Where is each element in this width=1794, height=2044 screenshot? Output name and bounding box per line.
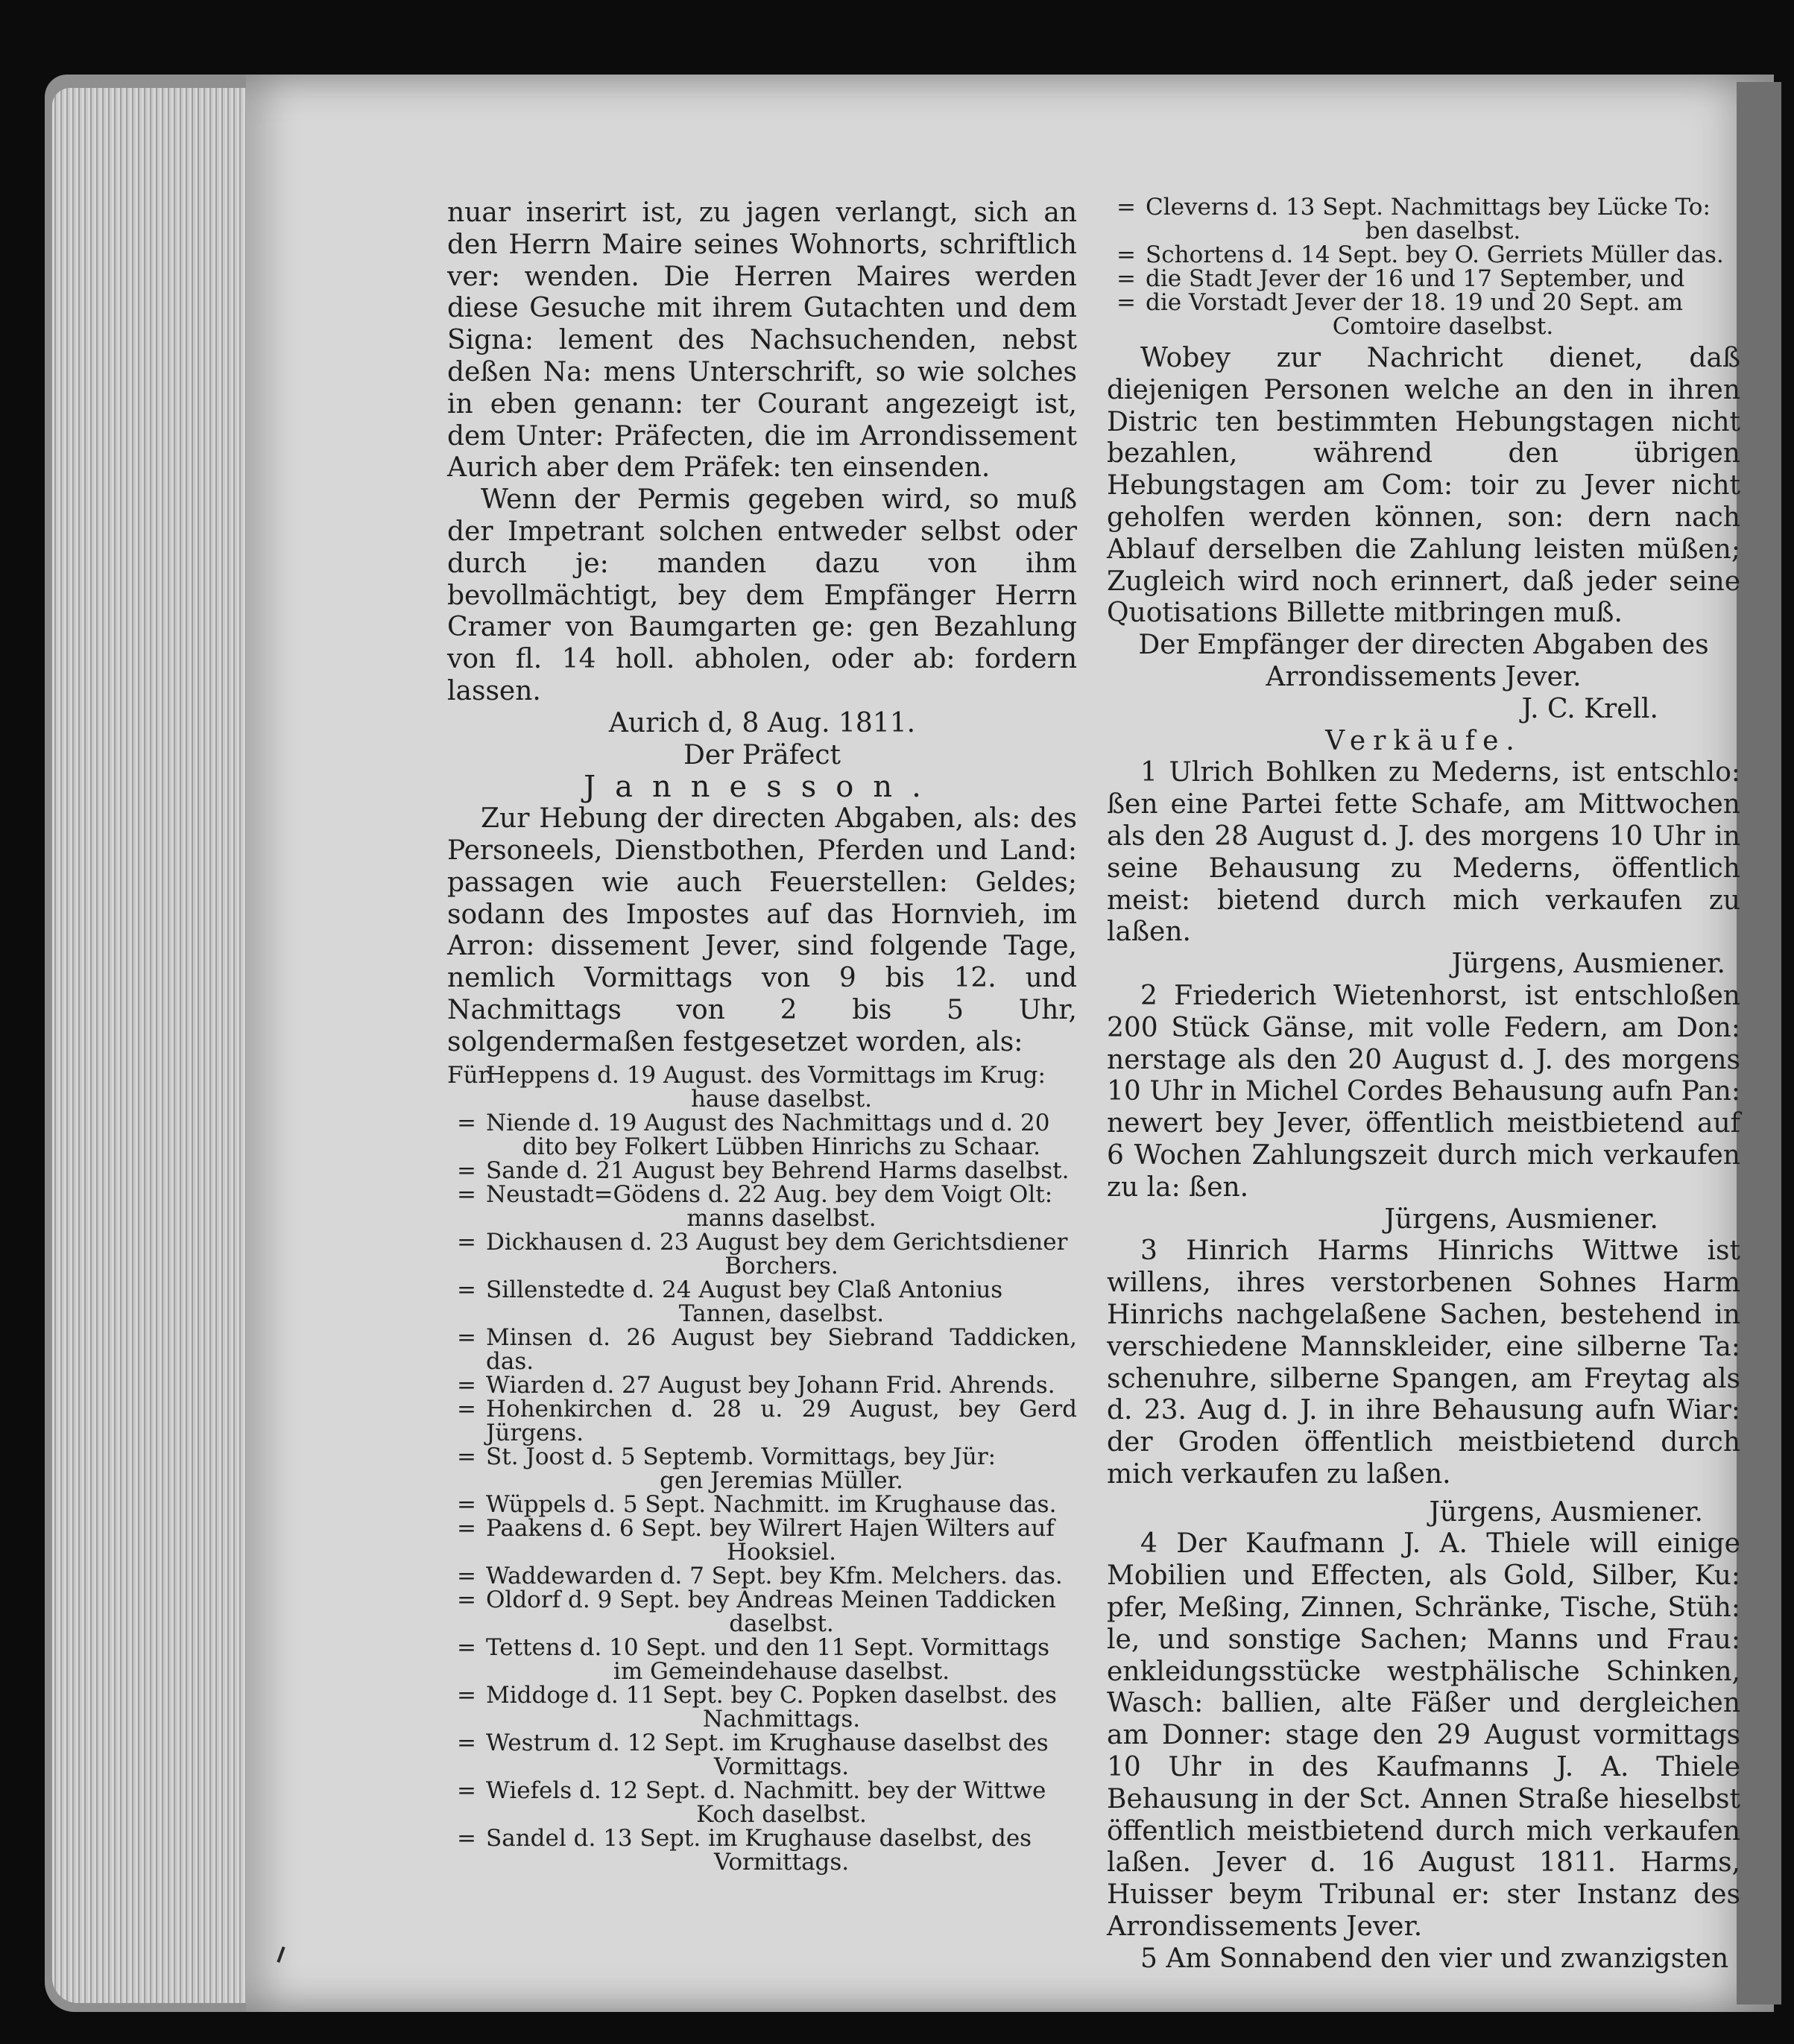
- sales-heading: Verkäufe.: [1325, 725, 1522, 756]
- schedule-text: Paakens d. 6 Sept. bey Wilrert Hajen Wilters auf: [486, 1514, 1055, 1542]
- schedule-text: Hohenkirchen d. 28 u. 29 August, bey Gerd Jürgens.: [486, 1395, 1077, 1446]
- schedule-bullet: =: [457, 1371, 476, 1399]
- schedule-bullet: =: [457, 1276, 476, 1303]
- schedule-entry: [447, 1731, 1077, 1779]
- schedule-bullet: =: [457, 1323, 476, 1351]
- schedule-continuation: Comtoire daselbst.: [1332, 313, 1554, 340]
- schedule-bullet: =: [457, 1633, 476, 1661]
- schedule-entry: [447, 1373, 1077, 1397]
- receiver-signature: J. C. Krell.: [1521, 693, 1658, 724]
- schedule-bullet: =: [457, 1514, 476, 1542]
- schedule-bullet: =: [457, 1109, 476, 1136]
- schedule-text: Tettens d. 10 Sept. und den 11 Sept. Vormittags: [486, 1633, 1050, 1661]
- schedule-entry: [447, 1063, 1077, 1111]
- schedule-entry: [447, 1159, 1077, 1183]
- schedule-entry: [447, 1230, 1077, 1278]
- schedule-text: die Stadt Jever der 16 und 17 September, und: [1146, 265, 1685, 292]
- prefect-signature: Jannesson.: [584, 770, 941, 805]
- schedule-text: Oldorf d. 9 Sept. bey Andreas Meinen Taddicken: [486, 1586, 1056, 1613]
- sale-ad-3: 3 Hinrich Harms Hinrichs Wittwe ist willens, ihres verstorbenen Sohnes Harm Hinrichs nachgelaßene Sachen, bestehend in verschiedene Mannskleider, eine silberne Ta: schenuhre, silberne Spangen, am Freytag als d. 23. Aug d. J. in ihre Behausung aufn Wiar: der Groden öffentlich meistbietend durch mich verkaufen zu laßen.: [1107, 1235, 1740, 1490]
- schedule-text: Heppens d. 19 August. des Vormittags im Krug:: [486, 1061, 1046, 1089]
- schedule-entry: [447, 1683, 1077, 1731]
- collection-schedule: [447, 1063, 1077, 1874]
- schedule-continuation: Vormittags.: [713, 1848, 850, 1876]
- tax-notice: Zur Hebung der directen Abgaben, als: des Personeels, Dienstbothen, Pferden und Land: passagen wie auch Feuerstellen: Geldes; sodann des Impostes auf das Hornvieh, im Arron: dissement Jever, sind folgende Tage, nemlich Vormittags von 9 bis 12. und Nachmittags von 2 bis 5 Uhr, solgendermaßen festgesetzet worden, als:: [447, 803, 1077, 1057]
- schedule-entry: [447, 1397, 1077, 1445]
- sale-ad-1: 1 Ulrich Bohlken zu Mederns, ist entschlo: ßen eine Partei fette Schafe, am Mittwochen als den 28 August d. J. des morgens 10 Uhr in seine Behausung zu Mederns, öffentlich meist: bietend durch mich verkaufen zu laßen.: [1107, 757, 1740, 948]
- schedule-text: Middoge d. 11 Sept. bey C. Popken daselbst. des: [486, 1681, 1057, 1709]
- permit-paragraph: nuar inserirt ist, zu jagen verlangt, sich an den Herrn Maire seines Wohnorts, schriftlich ver: wenden. Die Herren Maires werden diese Gesuche mit ihrem Gutachten und dem Signa: lement des Nachsuchenden, nebst deßen Na: mens Unterschrift, so wie solches in eben genann: ter Courant angezeigt ist, dem Unter: Präfecten, die im Arrondissement Aurich aber dem Präfek: ten einsenden.: [447, 197, 1077, 484]
- schedule-text: Wiarden d. 27 August bey Johann Frid. Ahrends.: [486, 1371, 1055, 1399]
- schedule-entry: [447, 1323, 1077, 1375]
- auctioneer-signature: Jürgens, Ausmiener.: [1429, 1496, 1703, 1528]
- schedule-bullet: =: [1116, 265, 1136, 292]
- schedule-continuation: dito bey Folkert Lübben Hinrichs zu Schaar.: [522, 1133, 1041, 1160]
- schedule-text: Niende d. 19 August des Nachmittags und d. 20: [486, 1109, 1050, 1136]
- collection-schedule-continued: [1107, 195, 1740, 338]
- schedule-entry: [447, 1445, 1077, 1493]
- schedule-entry: [1107, 291, 1740, 338]
- schedule-continuation: Borchers.: [724, 1252, 838, 1279]
- schedule-continuation: Tannen, daselbst.: [678, 1300, 885, 1327]
- schedule-text: Sillenstedte d. 24 August bey Claß Antonius: [486, 1276, 1003, 1303]
- schedule-entry: [1107, 267, 1740, 291]
- schedule-text: Wüppels d. 5 Sept. Nachmitt. im Krughause das.: [486, 1490, 1057, 1518]
- schedule-entry: [447, 1278, 1077, 1326]
- schedule-text: Dickhausen d. 23 August bey dem Gerichtsdiener: [486, 1228, 1068, 1256]
- schedule-entry: [1107, 195, 1740, 243]
- right-column: [1107, 195, 1740, 1975]
- receiver-district: Arrondissements Jever.: [1266, 661, 1582, 692]
- schedule-continuation: gen Jeremias Müller.: [660, 1466, 903, 1494]
- schedule-text: die Vorstadt Jever der 18. 19 und 20 Sept. am: [1146, 289, 1684, 316]
- schedule-text: Sande d. 21 August bey Behrend Harms daselbst.: [486, 1157, 1070, 1184]
- schedule-entry: [447, 1516, 1077, 1564]
- schedule-continuation: Koch daselbst.: [696, 1800, 867, 1828]
- schedule-entry: [447, 1180, 1077, 1232]
- schedule-bullet: =: [457, 1776, 476, 1804]
- schedule-continuation: daselbst.: [729, 1610, 834, 1637]
- schedule-continuation: Hooksiel.: [726, 1538, 837, 1566]
- schedule-bullet: =: [457, 1443, 476, 1470]
- schedule-bullet: =: [457, 1824, 476, 1852]
- schedule-continuation: manns daselbst.: [686, 1204, 877, 1232]
- schedule-text: Cleverns d. 13 Sept. Nachmittags bey Lücke To:: [1146, 194, 1711, 221]
- schedule-bullet: =: [1116, 289, 1136, 316]
- schedule-bullet: =: [457, 1562, 476, 1589]
- schedule-continuation: hause daselbst.: [690, 1085, 873, 1113]
- schedule-continuation: Vormittags.: [713, 1753, 850, 1780]
- schedule-text: Westrum d. 12 Sept. im Krughause daselbst des: [486, 1729, 1049, 1756]
- schedule-text: Waddewarden d. 7 Sept. bey Kfm. Melchers. das.: [486, 1562, 1063, 1589]
- schedule-bullet: =: [457, 1490, 476, 1518]
- schedule-bullet: =: [457, 1586, 476, 1613]
- permit-collection-paragraph: Wenn der Permis gegeben wird, so muß der Impetrant solchen entweder selbst oder durch je: manden dazu von ihm bevollmächtigt, bey dem Empfänger Herrn Cramer von Baumgarten ge: gen Bezahlung von fl. 14 holl. abholen, oder ab: fordern lassen.: [447, 484, 1077, 706]
- schedule-bullet: =: [457, 1228, 476, 1256]
- payment-notice: Wobey zur Nachricht dienet, daß diejenigen Personen welche an den in ihren Distric ten bestimmten Hebungstagen nicht bezahlen, während den übrigen Hebungstagen am Com: toir zu Jever nicht geholfen werden können, son: dern nach Ablauf derselben die Zahlung leisten müßen; Zugleich wird noch erinnert, daß jeder seine Quotisations Billette mitbringen muß.: [1107, 343, 1740, 629]
- left-column: [447, 197, 1077, 1874]
- schedule-bullet: Für: [447, 1061, 490, 1089]
- schedule-bullet: =: [457, 1681, 476, 1709]
- schedule-bullet: =: [457, 1157, 476, 1184]
- schedule-entry: [447, 1490, 1077, 1518]
- auctioneer-signature: Jürgens, Ausmiener.: [1384, 1203, 1658, 1235]
- schedule-bullet: =: [1116, 241, 1136, 268]
- schedule-entry: [447, 1826, 1077, 1874]
- schedule-entry: [1107, 243, 1740, 267]
- prefect-title: Der Präfect: [683, 739, 841, 771]
- schedule-entry: [447, 1588, 1077, 1636]
- schedule-entry: [447, 1776, 1077, 1828]
- sale-ad-2: 2 Friederich Wietenhorst, ist entschloßen 200 Stück Gänse, mit volle Federn, am Don: nerstage als den 20 August d. J. des morgens 10 Uhr in Michel Cordes Behausung aufn Pan: newert bey Jever, öffentlich meistbietend auf 6 Wochen Zahlungszeit durch mich verkaufen zu la: ßen.: [1107, 980, 1740, 1203]
- schedule-continuation: ben daselbst.: [1365, 218, 1521, 244]
- schedule-text: St. Joost d. 5 Septemb. Vormittags, bey Jür:: [486, 1443, 997, 1470]
- place-date: Aurich d, 8 Aug. 1811.: [608, 707, 916, 738]
- sale-ad-5: 5 Am Sonnabend den vier und zwanzigsten: [1140, 1943, 1729, 1974]
- schedule-text: Sandel d. 13 Sept. im Krughause daselbst, des: [486, 1824, 1032, 1852]
- schedule-bullet: =: [457, 1395, 476, 1423]
- schedule-continuation: im Gemeindehause daselbst.: [613, 1657, 950, 1685]
- schedule-entry: [447, 1564, 1077, 1588]
- schedule-bullet: =: [457, 1729, 476, 1756]
- schedule-text: Schortens d. 14 Sept. bey O. Gerriets Müller das.: [1146, 241, 1724, 268]
- page-edges: [52, 88, 268, 2003]
- gutter-shadow: [1737, 82, 1781, 2005]
- schedule-text: Wiefels d. 12 Sept. d. Nachmitt. bey der Wittwe: [486, 1776, 1046, 1804]
- sale-ad-4: 4 Der Kaufmann J. A. Thiele will einige Mobilien und Effecten, als Gold, Silber, Ku: pfer, Meßing, Zinnen, Schränke, Tische, Stüh: le, und sonstige Sachen; Manns und Frau: enkleidungsstücke westphälische Schinken, Wasch: ballien, alte Fäßer und dergleichen am Donner: stage den 29 August vormittags 10 Uhr in des Kaufmanns J. A. Thiele Behausung in der Sct. Annen Straße hieselbst öffentlich meistbietend durch mich verkaufen laßen. Jever d. 16 August 1811. Harms, Huisser beym Tribunal er: ster Instanz des Arrondissements Jever.: [1107, 1528, 1740, 1943]
- schedule-text: Neustadt=Gödens d. 22 Aug. bey dem Voigt Olt:: [486, 1180, 1053, 1208]
- schedule-entry: [447, 1633, 1077, 1685]
- auctioneer-signature: Jürgens, Ausmiener.: [1451, 949, 1725, 980]
- schedule-entry: [447, 1111, 1077, 1159]
- schedule-bullet: =: [1116, 194, 1136, 221]
- receiver-title: Der Empfänger der directen Abgaben des: [1138, 630, 1709, 661]
- schedule-bullet: =: [457, 1180, 476, 1208]
- schedule-continuation: Nachmittags.: [702, 1705, 861, 1733]
- schedule-text: Minsen d. 26 August bey Siebrand Taddicken, das.: [486, 1323, 1077, 1375]
